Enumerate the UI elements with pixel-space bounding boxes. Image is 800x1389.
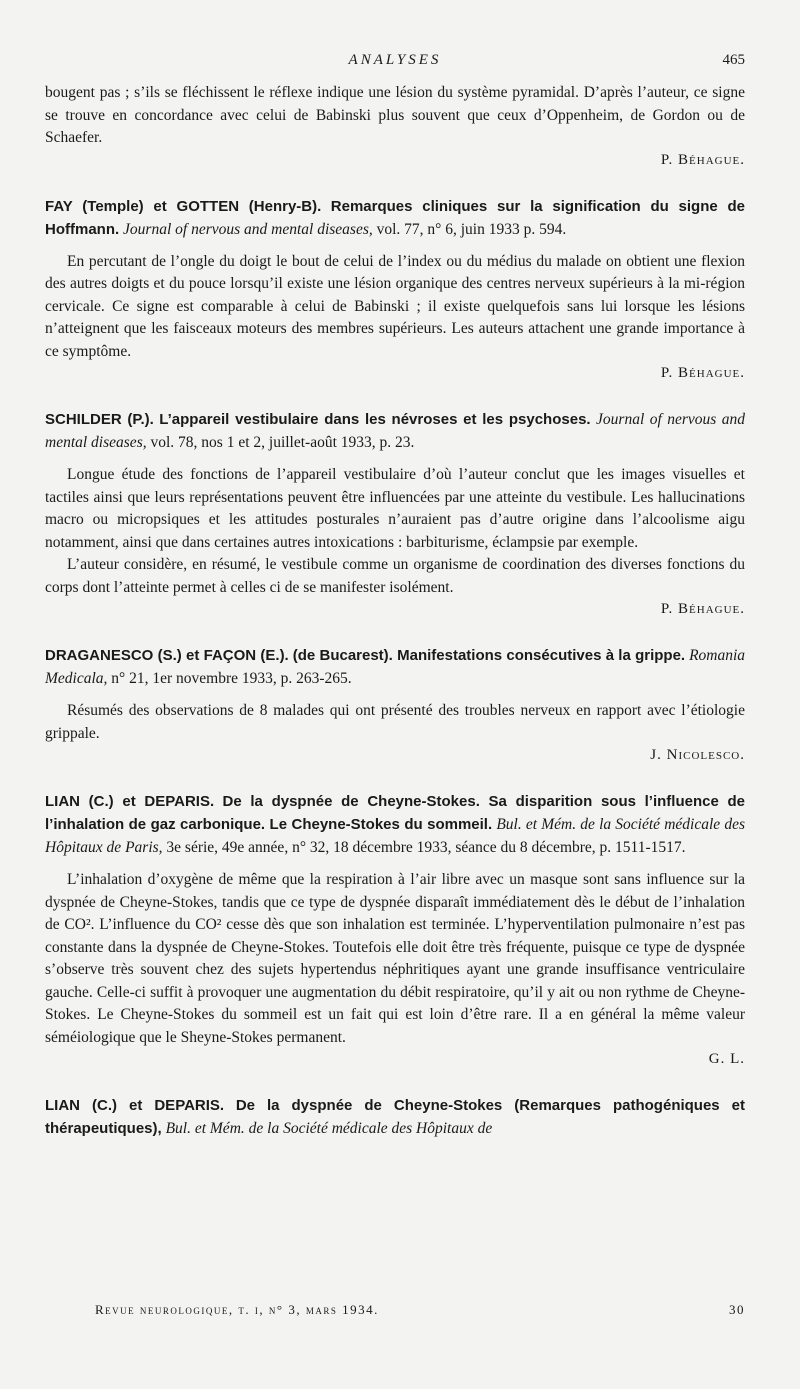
- entry-details: vol. 77, n° 6, juin 1933 p. 594.: [376, 220, 567, 238]
- entry-heading: [45, 790, 745, 859]
- intro-paragraph: bougent pas ; s’ils se fléchissent le réflexe indique une lésion du système pyramidal. D’après l’auteur, ce signe se trouve en concordance avec celui de Babinski plus souvent que ceux d’Oppenheim, de Gordon ou de Schaefer.: [45, 84, 745, 146]
- entry-heading: [45, 1094, 745, 1140]
- entry-signature: P. Béhague.: [660, 601, 745, 617]
- entry-details: 3e série, 49e année, n° 32, 18 décembre 1933, séance du 8 décembre, p. 1511-1517.: [166, 839, 686, 856]
- abstract-entry: [45, 1094, 745, 1140]
- entry-source: Romania Medicala,: [45, 647, 746, 687]
- entry-paragraph: L’auteur considère, en résumé, le vestibule comme un organisme de coordination des diverses fonctions du corps dont l’atteinte permet à celles ci de se manifester isolément.: [45, 556, 745, 596]
- entry-body: [45, 251, 745, 364]
- entry-source: Journal of nervous and mental diseases,: [123, 220, 373, 238]
- entry-signature: J. Nicolesco.: [650, 747, 745, 763]
- abstract-entry: [45, 644, 745, 764]
- abstract-entry: [45, 790, 745, 1068]
- entry-title: De la dyspnée de Cheyne-Stokes (Remarques pathogéniques et thérapeutiques),: [45, 1097, 746, 1137]
- entry-paragraph: L’inhalation d’oxygène de même que la respiration à l’air libre avec un masque sont sans influence sur la dyspnée de Cheyne-Stokes, tandis que ce type de dyspnée disparaît immédiatement dès le début de l’inhalation de CO². L’influence du CO² cesse dès que son inhalation est terminée. L’hyperventilation pulmonaire n’est pas constante dans la dyspnée de Cheyne-Stokes. Toutefois elle doit être très fréquente, puisque ce type de dyspnée s’observe très souvent chez des sujets hypertendus néphritiques ayant une grande insuffisance ventriculaire gauche. Celle-ci suffit à provoquer une augmentation du débit respiratoire, qu’il y ait ou non rythme de Cheyne-Stokes. Le Cheyne-Stokes du sommeil est un fait qui est loin d’être rare. Il a en général la même valeur séméiologique que le Sheyne-Stokes permanent.: [45, 871, 745, 1046]
- abstract-entry: [45, 408, 745, 618]
- entry-source: Bul. et Mém. de la Société médicale des Hôpitaux de Paris,: [45, 816, 745, 856]
- entry-title: (de Bucarest). Manifestations consécutives à la grippe.: [292, 647, 686, 664]
- footer-journal: Revue neurologique, t. i, n° 3, mars 1934.: [95, 1302, 379, 1317]
- entry-title: De la dyspnée de Cheyne-Stokes. Sa disparition sous l’influence de l’inhalation de gaz carbonique. Le Cheyne-Stokes du sommeil.: [45, 793, 746, 833]
- entry-authors: SCHILDER (P.).: [45, 411, 154, 428]
- entry-source: Journal of nervous and mental diseases,: [45, 411, 746, 451]
- entry-authors: FAY (Temple) et GOTTEN (Henry-B).: [45, 197, 322, 215]
- entry-heading: [45, 644, 745, 690]
- entry-signature: G. L.: [708, 1051, 745, 1067]
- entry-title: L’appareil vestibulaire dans les névroses et les psychoses.: [159, 411, 591, 428]
- entry-paragraph: En percutant de l’ongle du doigt le bout de celui de l’index ou du médius du malade on obtient une flexion des autres doigts et du pouce lorsqu’il existe une lésion organique des centres nerveux supérieurs à la mi-région cervicale. Ce signe est comparable à celui de Babinski ; il existe quelquefois sans lui lorsque les lésions n’atteignent que les faisceaux moteurs des membres supérieurs. Les auteurs attachent une grande importance à ce symptôme.: [45, 252, 745, 360]
- entry-body: [45, 464, 745, 599]
- entry-title: Remarques cliniques sur la signification du signe de Hoffmann.: [45, 197, 745, 238]
- footer-sheet-number: 30: [729, 1302, 745, 1317]
- intro-block: [45, 82, 745, 169]
- page-number: 465: [722, 52, 745, 68]
- entry-heading: [45, 408, 745, 454]
- entry-paragraph: Résumés des observations de 8 malades qui ont présenté des troubles nerveux en rapport avec l’étiologie grippale.: [45, 702, 745, 742]
- entry-body: [45, 700, 745, 745]
- page-footer: [95, 1302, 745, 1318]
- entry-source: Bul. et Mém. de la Société médicale des Hôpitaux de: [165, 1120, 493, 1137]
- entry-body: [45, 869, 745, 1049]
- abstract-entry: [45, 195, 745, 383]
- document-page: [45, 52, 745, 1140]
- intro-signature: P. Béhague.: [660, 151, 745, 168]
- entries-list: [45, 195, 745, 1141]
- entry-paragraph: Longue étude des fonctions de l’appareil vestibulaire d’où l’auteur conclut que les images visuelles et tactiles ainsi que leurs représentations peuvent être influencées par une atteinte du vestibule. Les hallucinations macro ou micropsiques et les attitudes posturales n’auraient pas d’autre origine dans l’alcoolisme aigu notamment, ainsi que dans certaines autres intoxications : barbiturisme, éclampsie par exemple.: [45, 466, 745, 551]
- entry-authors: LIAN (C.) et DEPARIS.: [45, 1097, 225, 1114]
- entry-authors: DRAGANESCO (S.) et FAÇON (E.).: [45, 647, 289, 664]
- entry-signature: P. Béhague.: [660, 365, 745, 381]
- entry-authors: LIAN (C.) et DEPARIS.: [45, 793, 215, 810]
- entry-details: n° 21, 1er novembre 1933, p. 263-265.: [111, 670, 352, 687]
- entry-details: vol. 78, nos 1 et 2, juillet-août 1933, p. 23.: [150, 434, 415, 451]
- entry-heading: [45, 195, 745, 241]
- page-header: [45, 52, 745, 82]
- running-title: ANALYSES: [348, 52, 442, 68]
